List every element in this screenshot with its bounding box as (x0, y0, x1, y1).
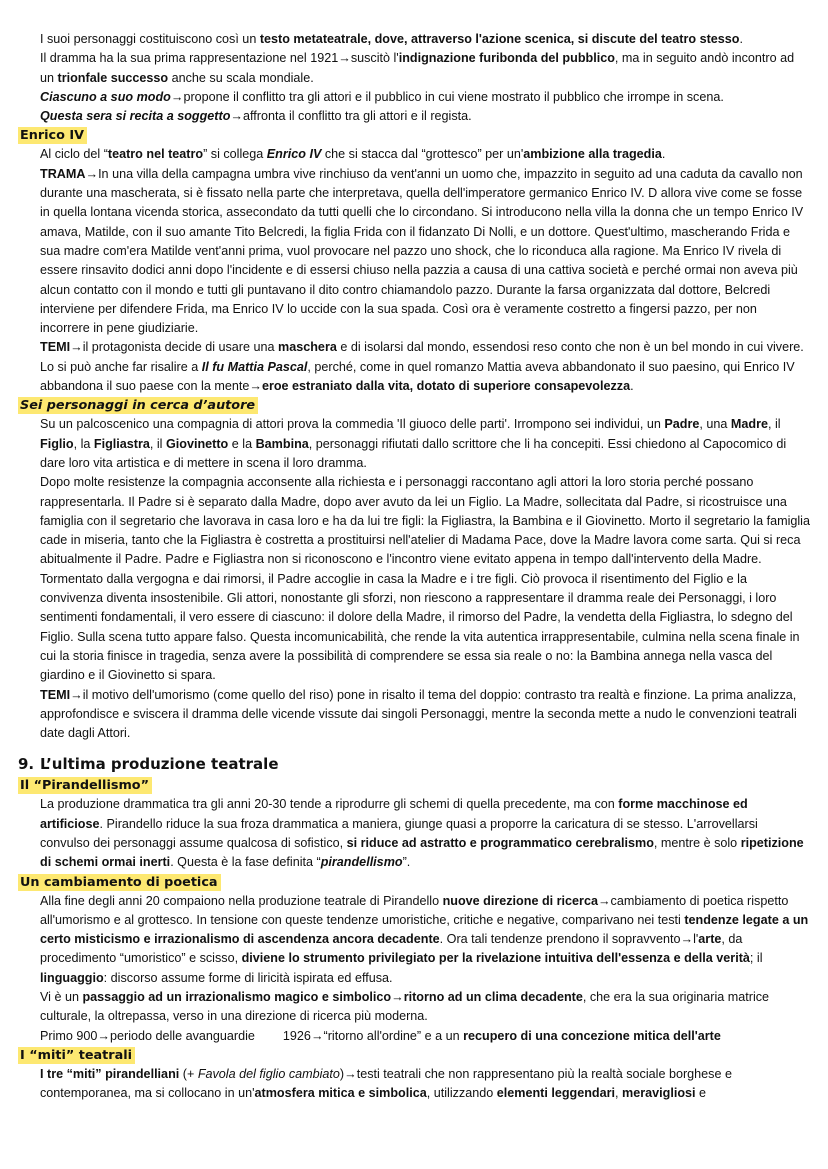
paragraph: Su un palcoscenico una compagnia di attori prova la commedia 'Il giuoco delle parti'. Irrompono sei individui, un Padre, una Madre, il Figlio, la Figliastra, il Giovinetto e la Bambina, personaggi rifiutati dallo scrittore che li ha concepiti. Essi chiedono al Capocomico di dare loro vita artistica e di mettere in scena il loro dramma. (40, 417, 787, 470)
paragraph: I suoi personaggi costituiscono così un testo metateatrale, dove, attraverso l'azione scenica, si discute del teatro stesso. (40, 32, 743, 46)
section-title (18, 754, 810, 774)
subheading-row (18, 1046, 810, 1065)
highlighted-subheading: Sei personaggi in cerca d’autore (18, 397, 258, 414)
paragraph: Ciascuno a suo modo→propone il conflitto tra gli attori e il pubblico in cui viene mostrato il pubblico che irrompe in scena. (40, 89, 724, 104)
paragraph: Alla fine degli anni 20 compaiono nella produzione teatrale di Pirandello nuove direzione di ricerca→cambiamento di poetica rispetto all'umorismo e al grottesco. In tensione con queste tendenze umoristiche, critiche e negative, comparivano nei testi tendenze legate a un certo misticismo e irrazionalismo di ascendenza ancora decadente. Ora tali tendenze prendono il sopravvento→l'arte, da procedimento “umoristico” e scisso, diviene lo strumento privilegiato per la rivelazione intuitiva dell'essenza e della verità; il linguaggio: discorso assume forme di liricità ispirata ed effusa. (40, 893, 809, 985)
paragraph: TEMI→il protagonista decide di usare una maschera e di isolarsi dal mondo, essendosi reso conto che non è un bel mondo in cui vivere. Lo si può anche far risalire a Il fu Mattia Pascal, perché, come in quel romanzo Mattia aveva abbandonato il suo paesino, qui Enrico IV abbandona il suo paese con la mente→eroe estraniato dalla vita, dotato di superiore consapevolezza. (40, 340, 804, 394)
paragraph: Dopo molte resistenze la compagnia acconsente alla richiesta e i personaggi raccontano agli attori la loro storia perché possano rappresentarla. Il Padre si è separato dalla Madre, dopo aver avuto da lei un Figlio. La Madre, sollecitata dal Padre, si ricostruisce una famiglia con il segretario che lavorava in casa loro e ha da lui tre figli: la Figliastra, la Bambina e il Giovinetto. Morto il segretario la famiglia cade in miseria, tanto che la Figliastra è costretta a prostituirsi nell'atelier di Madama Pace, dove la Madre lavora come sarta. Qui si reca abitualmente il Padre. Padre e Figliastra non si riconoscono e l'incontro viene evitato appena in tempo dall'intervento della Madre. Tormentato dalla vergogna e dai rimorsi, il Padre accoglie in casa la Madre e i tre figli. Ciò provoca il risentimento del Figlio e la convivenza diventa insostenibile. Gli attori, nonostante gli sforzi, non riescono a rappresentare il dramma reale dei Personaggi, i loro sentimenti fondamentali, il vero essere di ciascuno: il dolore della Madre, il rimorso del Padre, la vendetta della Figliastra, lo sdegno del Figlio. Sulla scena tutto appare falso. Questa incomunicabilità, che rende la vita autentica irrappresentabile, culmina nella scena finale in cui la storia finisce in tragedia, senza avere la possibilità di comprendere se essa sia reale o no: la Bambina annega nella vasca del giardino e il Giovinetto si spara. (40, 475, 810, 683)
subheading-row (18, 126, 810, 145)
highlighted-subheading: Enrico IV (18, 127, 87, 144)
highlighted-subheading: I “miti” teatrali (18, 1047, 135, 1064)
highlighted-subheading: Il “Pirandellismo” (18, 777, 152, 794)
section-number: 9. (18, 755, 35, 774)
subheading-row (18, 873, 810, 892)
highlighted-subheading: Un cambiamento di poetica (18, 874, 221, 891)
paragraph: La produzione drammatica tra gli anni 20-30 tende a riprodurre gli schemi di quella precedente, ma con forme macchinose ed artificiose. Pirandello riduce la sua froza drammatica a maniera, giunge quasi a proporre la caricatura di se stesso. L'arrovellarsi convulso dei personaggi assume qualcosa di sofistico, si riduce ad astratto e programmatico cerebralismo, mentre è solo ripetizione di schemi ormai inerti. Questa è la fase definita “pirandellismo”. (40, 797, 804, 870)
paragraph: I tre “miti” pirandelliani (+ Favola del figlio cambiato)→testi teatrali che non rappresentano più la realtà sociale borghese e contemporanea, ma si collocano in un'atmosfera mitica e simbolica, utilizzando elementi leggendari, meravigliosi e (40, 1066, 732, 1101)
paragraph: Vi è un passaggio ad un irrazionalismo magico e simbolico→ritorno ad un clima decadente, che era la sua originaria matrice culturale, la oltrepassa, verso in una direzione di ricerca più moderna. (40, 990, 770, 1024)
paragraph: TEMI→il motivo dell'umorismo (come quello del riso) pone in risalto il tema del doppio: contrasto tra realtà e finzione. La prima analizza, approfondisce e sviscera il dramma delle vicende vissute dai singoli Personaggi, mentre la seconda mette a nudo le convenzioni teatrali date dagli Attori. (40, 687, 797, 741)
paragraph: Il dramma ha la sua prima rappresentazione nel 1921→suscitò l'indignazione furibonda del pubblico, ma in seguito andò incontro ad un trionfale successo anche su scala mondiale. (40, 51, 795, 85)
subheading-row (18, 776, 810, 795)
subheading-row (18, 396, 810, 415)
paragraph: Primo 900→periodo delle avanguardie 1926→“ritorno all'ordine” e a un recupero di una concezione mitica dell'arte (40, 1028, 721, 1043)
paragraph: Questa sera si recita a soggetto→affronta il conflitto tra gli attori e il regista. (40, 109, 472, 124)
section-title-text: L’ultima produzione teatrale (40, 755, 279, 774)
paragraph: Al ciclo del “teatro nel teatro” si collega Enrico IV che si stacca dal “grottesco” per un'ambizione alla tragedia. (40, 147, 666, 162)
paragraph: TRAMA→In una villa della campagna umbra vive rinchiuso da vent'anni un uomo che, impazzito in seguito ad una caduta da cavallo non durante una mascherata, si è fissato nella parte che interpretava, quella dell'imperatore germanico Enrico IV. D allora vive come se fosse in quella lontana vicenda storica, assecondato da tutti quelli che lo circondano. Si introducono nella villa la donna che un tempo Enrico IV amava, Matilde, con il suo amante Tito Belcredi, la figlia Frida con il fidanzato Di Nolli, e un dottore. Quest'ultimo, mascherando Frida e sua madre com'era Matilde vent'anni prima, vuol provocare nel pazzo uno shock, che lo riconduca alla ragione. Ma Enrico IV rivela di essere rinsavito dodici anni dopo l'incidente e di essersi chiuso nella pazzia a causa di una cattiva società e perché ormai non aveva più alcun contatto con il mondo e tutti gli puntavano il dito contro chiamandolo pazzo. Durante la farsa organizzata dal dottore, Belcredi interviene per difendere Frida, ma Enrico IV lo uccide con la sua spada. Così ora è veramente costretto a fingersi pazzo, per non incorrere in pene giudiziarie. (40, 166, 804, 336)
